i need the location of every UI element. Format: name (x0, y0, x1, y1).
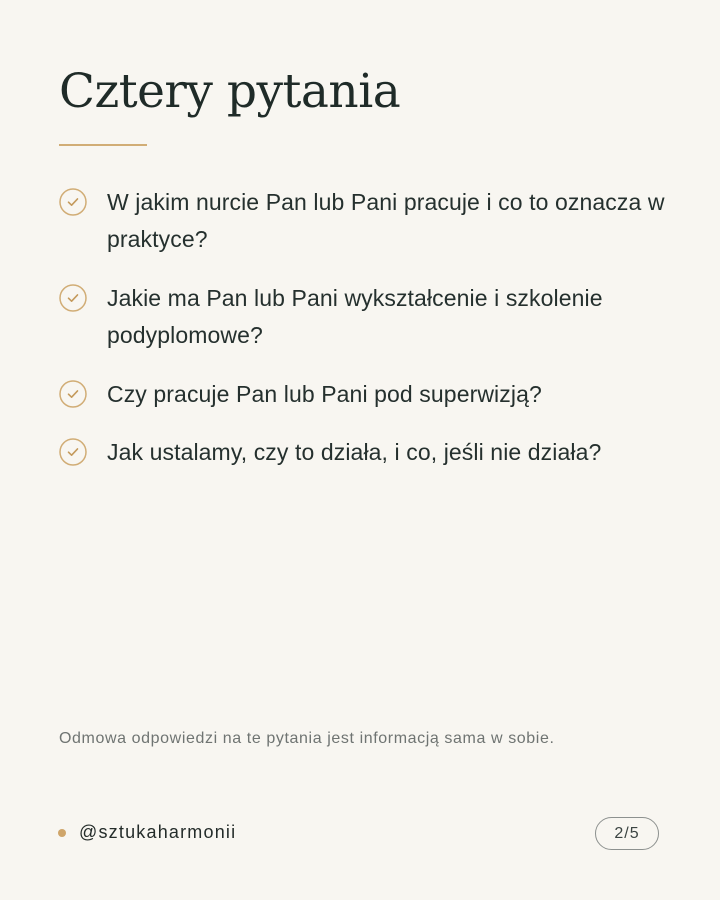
handle-text: @sztukaharmonii (79, 822, 237, 842)
title-divider (59, 144, 147, 146)
question-text: Czy pracuje Pan lub Pani pod superwizją? (107, 381, 542, 407)
question-text: Jak ustalamy, czy to działa, i co, jeśli nie działa? (107, 439, 602, 465)
list-item (59, 376, 669, 413)
question-list (59, 184, 669, 493)
check-circle-icon (59, 380, 87, 408)
page-indicator: 2/5 (595, 817, 659, 850)
check-circle-icon (59, 284, 87, 312)
check-circle-icon (59, 188, 87, 216)
list-item (59, 184, 669, 258)
page-title: Cztery pytania (59, 64, 401, 119)
dot-icon (58, 829, 66, 837)
list-item (59, 280, 669, 354)
question-text: Jakie ma Pan lub Pani wykształcenie i szkolenie podyplomowe? (107, 285, 603, 348)
account-handle[interactable] (58, 822, 236, 843)
list-item (59, 434, 669, 471)
footnote: Odmowa odpowiedzi na te pytania jest informacją sama w sobie. (59, 730, 555, 747)
check-circle-icon (59, 438, 87, 466)
question-text: W jakim nurcie Pan lub Pani pracuje i co to oznacza w praktyce? (107, 189, 665, 252)
